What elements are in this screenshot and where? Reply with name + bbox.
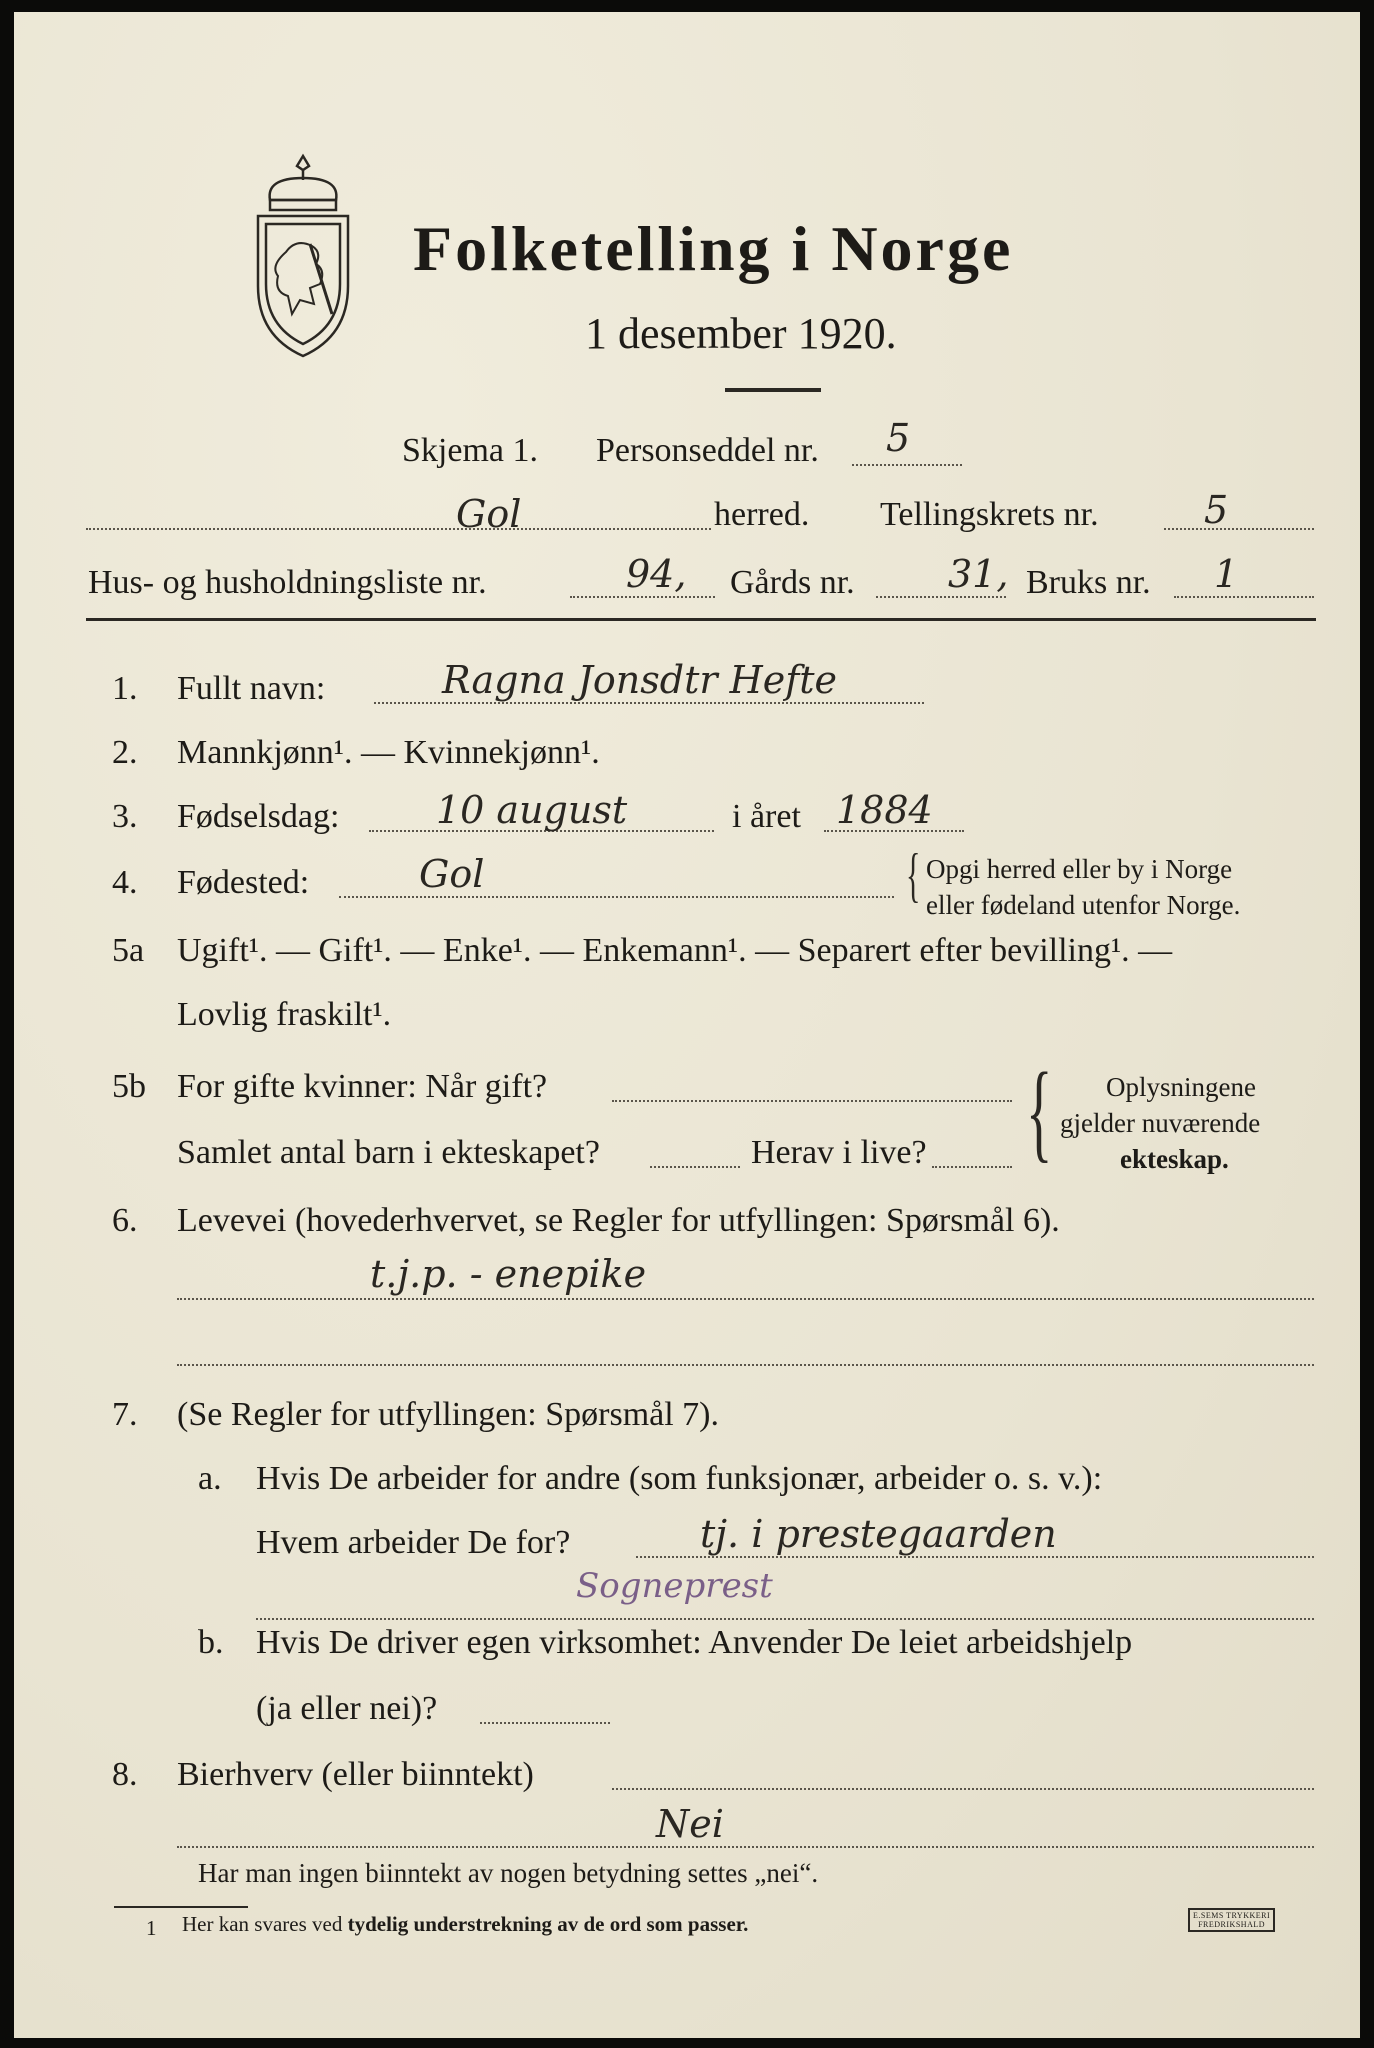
coat-of-arms-icon	[248, 152, 358, 362]
bruks-label: Bruks nr.	[1026, 564, 1151, 601]
q3-number: 3.	[112, 798, 138, 835]
q5a-line2: Lovlig fraskilt¹.	[177, 996, 392, 1033]
personseddel-value: 5	[886, 416, 911, 460]
footnote-text-b: tydelig understrekning av de ord som passer.	[347, 1912, 749, 1936]
footnote-text-a: Her kan svares ved	[182, 1912, 343, 1936]
q5b-note-line1: Oplysningene	[1106, 1072, 1256, 1102]
q7a-employer-note: Sogneprest	[576, 1566, 773, 1606]
tellingskrets-value: 5	[1204, 488, 1229, 532]
q3-year-value: 1884	[836, 788, 933, 832]
q8-number: 8.	[112, 1756, 138, 1793]
form-title: Folketelling i Norge	[413, 213, 1014, 284]
q3-birthday-value: 10 august	[436, 788, 628, 832]
footnote-marker: 1	[146, 1916, 157, 1940]
q7a-letter: a.	[198, 1460, 222, 1497]
q5b-line1: For gifte kvinner: Når gift?	[177, 1068, 548, 1105]
q5b-children-label: Samlet antal barn i ekteskapet?	[177, 1134, 600, 1171]
q5b-alive-label: Herav i live?	[751, 1134, 927, 1171]
q7b-line1: Hvis De driver egen virksomhet: Anvender De leiet arbeidshjelp	[256, 1624, 1133, 1661]
q7a-employer-value: tj. i prestegaarden	[700, 1512, 1057, 1556]
stamp-line2: FREDRIKSHALD	[1198, 1920, 1266, 1929]
q4-birthplace-value: Gol	[419, 852, 485, 896]
q1-label: Fullt navn:	[177, 670, 326, 707]
q8-side-income-value: Nei	[656, 1802, 724, 1846]
q7a-line2: Hvem arbeider De for?	[256, 1524, 571, 1561]
footnote-text	[182, 1912, 748, 1937]
husholdningsliste-label: Hus- og husholdningsliste nr.	[88, 564, 487, 601]
gards-label: Gårds nr.	[730, 564, 855, 601]
q4-note-line2: eller fødeland utenfor Norge.	[926, 890, 1241, 920]
footnote-rule	[114, 1906, 248, 1908]
q6-occupation-value: t.j.p. - enepike	[370, 1252, 647, 1296]
stamp-line1: E.SEMS TRYKKERI	[1193, 1911, 1271, 1920]
tellingskrets-label: Tellingskrets nr.	[880, 496, 1099, 533]
q7b-letter: b.	[198, 1624, 224, 1661]
q8-label: Bierhverv (eller biinntekt)	[177, 1756, 534, 1793]
gards-value: 31,	[948, 552, 1009, 596]
q5b-note-line2: gjelder nuværende	[1060, 1108, 1261, 1138]
q5b-number: 5b	[112, 1068, 146, 1105]
q4-label: Fødested:	[177, 864, 310, 901]
q5b-note-line3: ekteskap.	[1120, 1144, 1229, 1174]
q3-year-label: i året	[732, 798, 801, 835]
q4-number: 4.	[112, 864, 138, 901]
census-date: 1 desember 1920.	[585, 309, 897, 358]
title-divider	[725, 388, 821, 392]
q7b-line2: (ja eller nei)?	[256, 1690, 438, 1727]
herred-value: Gol	[456, 492, 522, 536]
q2-label: Mannkjønn¹. — Kvinnekjønn¹.	[177, 734, 600, 771]
q1-number: 1.	[112, 670, 138, 707]
census-form-sheet: Folketelling i Norge 1 desember 1920. Skjema 1. Personseddel nr. 5 Gol herred. Tellingskrets nr. 5 Hus- og husholdningsliste nr. 94, Gårds nr. 31, Bruks nr. 1 1. Fullt navn: Ragna Jonsdtr Hefte 2. Mannkjønn¹. — Kvinnekjønn¹. 3. Fødselsdag: 10 august i året 1884 4. Fødested: Gol { Opgi herred eller by i Norge eller fødeland utenfor Norge. 5a Ugift¹. — Gift¹. — Enke¹. — Enkemann¹. — Separert efter bevilling¹. — Lovlig fraskilt¹. 5b For gifte kvinner: Når gift? Samlet antal barn i ekteskapet? Herav i live? { Oplysningene gjelder nuværende ekteskap. 6. Levevei (hovederhvervet, se Regler for utfyllingen: Spørsmål 6). t.j.p. - enepike 7. (Se Regler for utfyllingen: Spørsmål 7). a. Hvis De arbeider for andre (som funksjonær, arbeider o. s. v.): Hvem arbeider De for? tj. i prestegaarden Sogneprest b. Hvis De driver egen virksomhet: Anvender De leiet arbeidshjelp (ja eller nei)? 8. Bierhverv (eller biinntekt) Nei Har man ingen biinntekt av nogen betydning settes „nei“. 1 Her kan svares ved tydelig understrekning av de ord som passer. E.SEMS TRYKKERI FREDRIKSHALD	[14, 12, 1360, 2038]
husholdningsliste-value: 94,	[626, 552, 687, 596]
q1-full-name-value: Ragna Jonsdtr Hefte	[442, 658, 838, 702]
q2-number: 2.	[112, 734, 138, 771]
q7-number: 7.	[112, 1396, 138, 1433]
q5a-number: 5a	[112, 932, 145, 969]
bruks-value: 1	[1214, 552, 1239, 596]
herred-label: herred.	[714, 496, 810, 533]
q8-note: Har man ingen biinntekt av nogen betydning settes „nei“.	[198, 1858, 819, 1888]
q4-note-line1: Opgi herred eller by i Norge	[926, 854, 1233, 884]
q6-number: 6.	[112, 1202, 138, 1239]
q3-label: Fødselsdag:	[177, 798, 340, 835]
q5a-line1: Ugift¹. — Gift¹. — Enke¹. — Enkemann¹. — Separert efter bevilling¹. —	[177, 932, 1173, 969]
skjema-label: Skjema 1.	[402, 432, 538, 469]
q7a-line1: Hvis De arbeider for andre (som funksjonær, arbeider o. s. v.):	[256, 1460, 1103, 1497]
q6-label: Levevei (hovederhvervet, se Regler for utfyllingen: Spørsmål 6).	[177, 1202, 1060, 1239]
header-rule	[86, 618, 1316, 621]
printer-stamp	[1188, 1908, 1275, 1932]
q7-label: (Se Regler for utfyllingen: Spørsmål 7).	[177, 1396, 720, 1433]
personseddel-label: Personseddel nr.	[596, 432, 819, 469]
